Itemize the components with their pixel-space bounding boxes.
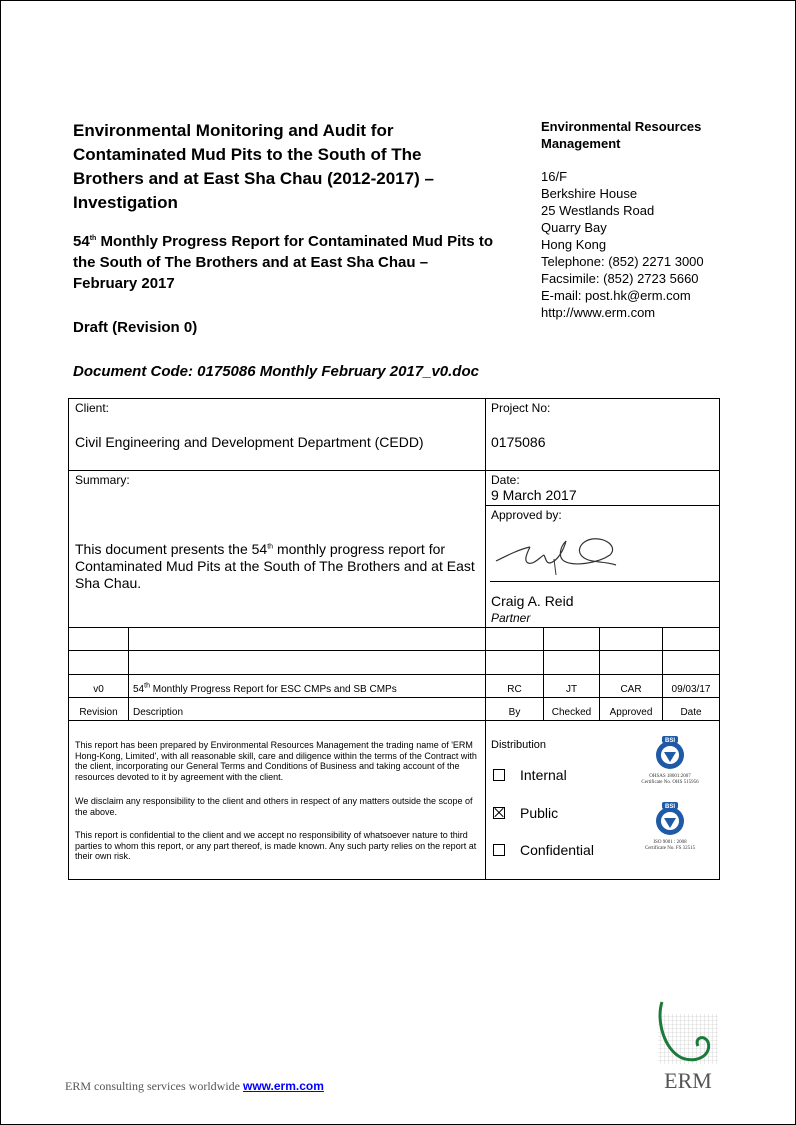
footer-text: ERM consulting services worldwide xyxy=(65,1079,243,1093)
header-date: Date xyxy=(680,707,702,718)
date-label: Date: xyxy=(491,473,520,487)
subtitle-ordinal: th xyxy=(89,235,97,242)
table-divider xyxy=(485,399,486,879)
iso-certification xyxy=(629,801,711,861)
website: http://www.erm.com xyxy=(541,305,656,320)
address-line: Hong Kong xyxy=(541,237,607,252)
facsimile: Facsimile: (852) 2723 5660 xyxy=(541,271,699,286)
address-line: Quarry Bay xyxy=(541,220,607,235)
signature-rule xyxy=(490,581,719,582)
disclaimer-paragraph: This report has been prepared by Environmental Resources Management the trading name of 'ERM Hong-Kong, Limited', with all reasonable skill, care and diligence within the terms of the Contract with the client, incorporating our General Terms and Conditions of Business and taking account of the resources devoted to it by agreement with the client. xyxy=(75,740,477,782)
confidential-checkbox[interactable] xyxy=(493,844,505,856)
revision-approved: CAR xyxy=(620,684,642,695)
header-approved: Approved xyxy=(609,707,653,718)
internal-label: Internal xyxy=(520,767,567,783)
disclaimer-paragraph: This report is confidential to the client and we accept no responsibility of whatsoever nature to third parties to whom this report, or any part thereof, is made known. Any such party relies on the report at their own risk. xyxy=(75,830,477,861)
organization-name: Environmental Resources Management xyxy=(541,119,702,151)
address-line: Berkshire House xyxy=(541,186,638,201)
revision-description-ordinal: th xyxy=(144,682,150,690)
draft-status: Draft (Revision 0) xyxy=(73,319,198,336)
revision-checked: JT xyxy=(565,684,578,695)
email: E-mail: post.hk@erm.com xyxy=(541,288,691,303)
approver-name: Craig A. Reid xyxy=(491,593,574,609)
bsi-seal-icon xyxy=(652,735,688,771)
client-label: Client: xyxy=(75,401,110,415)
footer-link[interactable]: www.erm.com xyxy=(242,1079,324,1093)
revision-date: 09/03/17 xyxy=(671,684,711,695)
logo-text: ERM xyxy=(664,1068,712,1092)
header-revision: Revision xyxy=(79,707,118,718)
footer xyxy=(65,1079,324,1094)
cert-line: OHSAS 18001:2007 xyxy=(649,774,691,779)
cert-line: Certificate No. FS 32515 xyxy=(644,846,696,851)
subtitle-text: Monthly Progress Report for Contaminated Mud Pits to the South of The Brothers and at East Sha Chau – February 2017 xyxy=(73,233,493,292)
table-rule xyxy=(69,627,719,628)
approved-label: Approved by: xyxy=(491,508,562,522)
document-info-table xyxy=(68,398,720,880)
public-label: Public xyxy=(520,805,559,821)
summary-text-start: This document presents the 54 xyxy=(75,541,268,557)
cert-brand: BSI xyxy=(664,738,676,744)
cert-brand: BSI xyxy=(664,804,676,810)
header-description: Description xyxy=(133,707,184,718)
telephone: Telephone: (852) 2271 3000 xyxy=(541,254,704,269)
internal-checkbox[interactable] xyxy=(493,769,505,781)
public-checkbox[interactable] xyxy=(493,807,505,819)
document-code: Document Code: 0175086 Monthly February 2017_v0.doc xyxy=(73,363,479,380)
table-rule xyxy=(69,650,719,651)
disclaimer-paragraph: We disclaim any responsibility to the client and others in respect of any matters outside the scope of the above. xyxy=(75,796,473,817)
revision-description xyxy=(133,684,483,696)
address-line: 25 Westlands Road xyxy=(541,203,655,218)
erm-logo xyxy=(652,1000,722,1092)
revision-description-text: Monthly Progress Report for ESC CMPs and SB CMPs xyxy=(149,684,397,695)
ohsas-certification xyxy=(629,735,711,795)
organization-block xyxy=(541,118,761,321)
table-rule xyxy=(69,697,719,698)
confidential-label: Confidential xyxy=(520,842,594,858)
revision-by: RC xyxy=(507,684,522,695)
summary-label: Summary: xyxy=(75,473,130,487)
date-value: 9 March 2017 xyxy=(491,487,577,503)
header-checked: Checked xyxy=(551,707,592,718)
address-line: 16/F xyxy=(541,169,568,184)
table-rule xyxy=(69,470,719,471)
cert-line: ISO 9001 : 2008 xyxy=(653,840,687,845)
bsi-seal-icon xyxy=(652,801,688,837)
project-value: 0175086 xyxy=(491,434,546,450)
document-subtitle xyxy=(73,231,493,294)
erm-logo-icon xyxy=(652,1000,722,1092)
approver-title: Partner xyxy=(491,611,531,625)
cert-line: Certificate No. OHS 515956 xyxy=(641,780,699,785)
revision-value: v0 xyxy=(93,684,104,695)
signature-image xyxy=(494,527,624,579)
summary-ordinal: th xyxy=(267,543,274,551)
summary-text xyxy=(75,541,475,592)
summary-text-end: monthly progress report for Contaminated Mud Pits at the South of The Brothers and at East Sha Chau. xyxy=(75,541,475,591)
subtitle-number: 54 xyxy=(73,233,90,250)
table-rule xyxy=(69,720,719,721)
table-divider xyxy=(128,627,129,720)
revision-description-number: 54 xyxy=(133,684,145,695)
table-rule xyxy=(486,505,719,506)
document-title: Environmental Monitoring and Audit for Contaminated Mud Pits to the South of The Brothers and at East Sha Chau (2012-2017) – Investigation xyxy=(73,121,434,212)
header-by: By xyxy=(508,707,521,718)
distribution-label: Distribution xyxy=(491,739,547,751)
table-rule xyxy=(69,674,719,675)
project-label: Project No: xyxy=(491,401,551,415)
client-value: Civil Engineering and Development Department (CEDD) xyxy=(75,434,424,450)
